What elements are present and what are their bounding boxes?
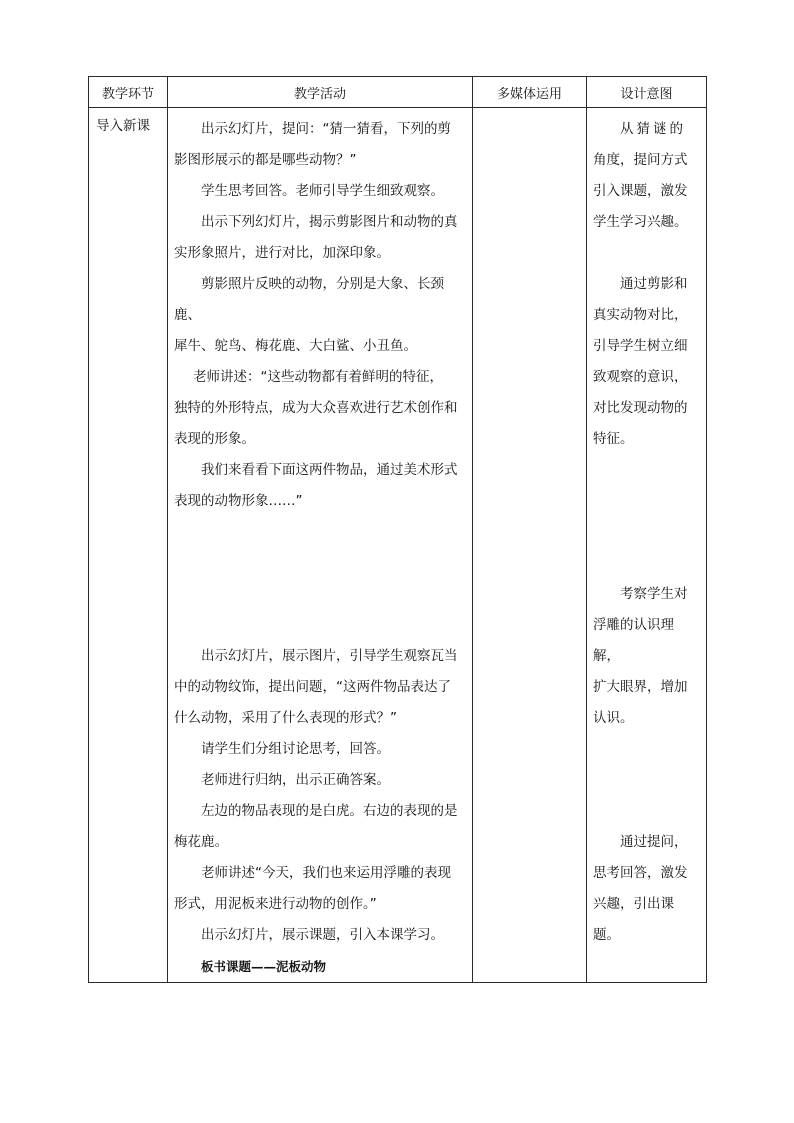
intent-line: 扩大眼界，增加	[593, 679, 688, 695]
intent-line: 浮雕的认识理解，	[593, 617, 674, 664]
header-activity: 教学活动	[168, 77, 473, 108]
intent-line: 从猜谜的	[620, 121, 686, 137]
activity-line: 影图形展示的都是哪些动物？”	[174, 152, 357, 168]
intent-line: 兴趣，引出课题。	[593, 896, 674, 943]
activity-line: 独特的外形特点，成为大众喜欢进行艺术创作和	[174, 400, 458, 416]
board-title-line: 板书课题——泥板动物	[201, 959, 327, 974]
intent-spacer	[593, 734, 700, 827]
intent-line: 引入课题，激发	[593, 183, 688, 199]
activity-line: 犀牛、鸵鸟、梅花鹿、大白鲨、小丑鱼。	[174, 338, 417, 354]
intent-line: 考察学生对	[620, 586, 688, 602]
activity-line: 请学生们分组讨论思考，回答。	[201, 741, 390, 757]
activity-spacer	[174, 517, 468, 641]
activity-line: 出示幻灯片，展示图片，引导学生观察瓦当	[201, 648, 458, 664]
intent-line: 特征。	[593, 431, 634, 447]
stage-label: 导入新课	[96, 118, 150, 134]
intent-line: 真实动物对比，	[593, 307, 688, 323]
activity-cell	[168, 108, 473, 983]
media-cell	[473, 108, 587, 983]
activity-line: 出示下列幻灯片，揭示剪影图片和动物的真	[201, 214, 458, 230]
intent-line: 思考回答，激发	[593, 865, 688, 881]
intent-line: 认识。	[593, 710, 634, 726]
intent-line: 通过提问，	[620, 834, 688, 850]
activity-line: 出示幻灯片，展示课题，引入本课学习。	[201, 927, 444, 943]
activity-line: 我们来看看下面这两件物品，通过美术形式	[201, 462, 458, 478]
intent-line: 学生学习兴趣。	[593, 214, 688, 230]
activity-line: 中的动物纹饰，提出问题，“这两件物品表达了	[174, 679, 451, 695]
intent-cell	[587, 108, 707, 983]
intent-line: 对比发现动物的	[593, 400, 688, 416]
activity-line: 学生思考回答。老师引导学生细致观察。	[201, 183, 444, 199]
stage-cell	[89, 108, 168, 983]
intent-line: 致观察的意识，	[593, 369, 688, 385]
intent-content	[587, 108, 706, 951]
activity-line: 老师进行归纳，出示正确答案。	[201, 772, 390, 788]
intent-line: 角度，提问方式	[593, 152, 688, 168]
activity-line: 实形象照片，进行对比，加深印象。	[174, 245, 390, 261]
header-row	[89, 77, 707, 108]
header-media: 多媒体运用	[473, 77, 587, 108]
intent-spacer	[593, 238, 700, 269]
header-intent: 设计意图	[587, 77, 707, 108]
activity-line: 老师讲述“今天，我们也来运用浮雕的表现	[201, 865, 451, 881]
header-stage: 教学环节	[89, 77, 168, 108]
activity-line: 出示幻灯片，提问：“猜一猜看，下列的剪	[201, 121, 451, 137]
intent-line: 引导学生树立细	[593, 338, 688, 354]
content-row	[89, 108, 707, 983]
activity-line: 剪影照片反映的动物，分别是大象、长颈鹿、	[174, 276, 444, 323]
activity-content	[168, 108, 472, 982]
lesson-plan-table	[88, 76, 707, 983]
activity-line: 表现的动物形象……”	[174, 493, 303, 509]
activity-line: 左边的物品表现的是白虎。右边的表现的是	[201, 803, 458, 819]
activity-line: 什么动物，采用了什么表现的形式？”	[174, 710, 397, 726]
activity-line: 老师讲述：“这些动物都有着鲜明的特征，	[193, 369, 443, 385]
activity-line: 表现的形象。	[174, 431, 255, 447]
intent-line: 通过剪影和	[620, 276, 688, 292]
activity-line: 形式，用泥板来进行动物的创作。”	[174, 896, 377, 912]
intent-spacer	[593, 455, 700, 579]
activity-line: 梅花鹿。	[174, 834, 228, 850]
